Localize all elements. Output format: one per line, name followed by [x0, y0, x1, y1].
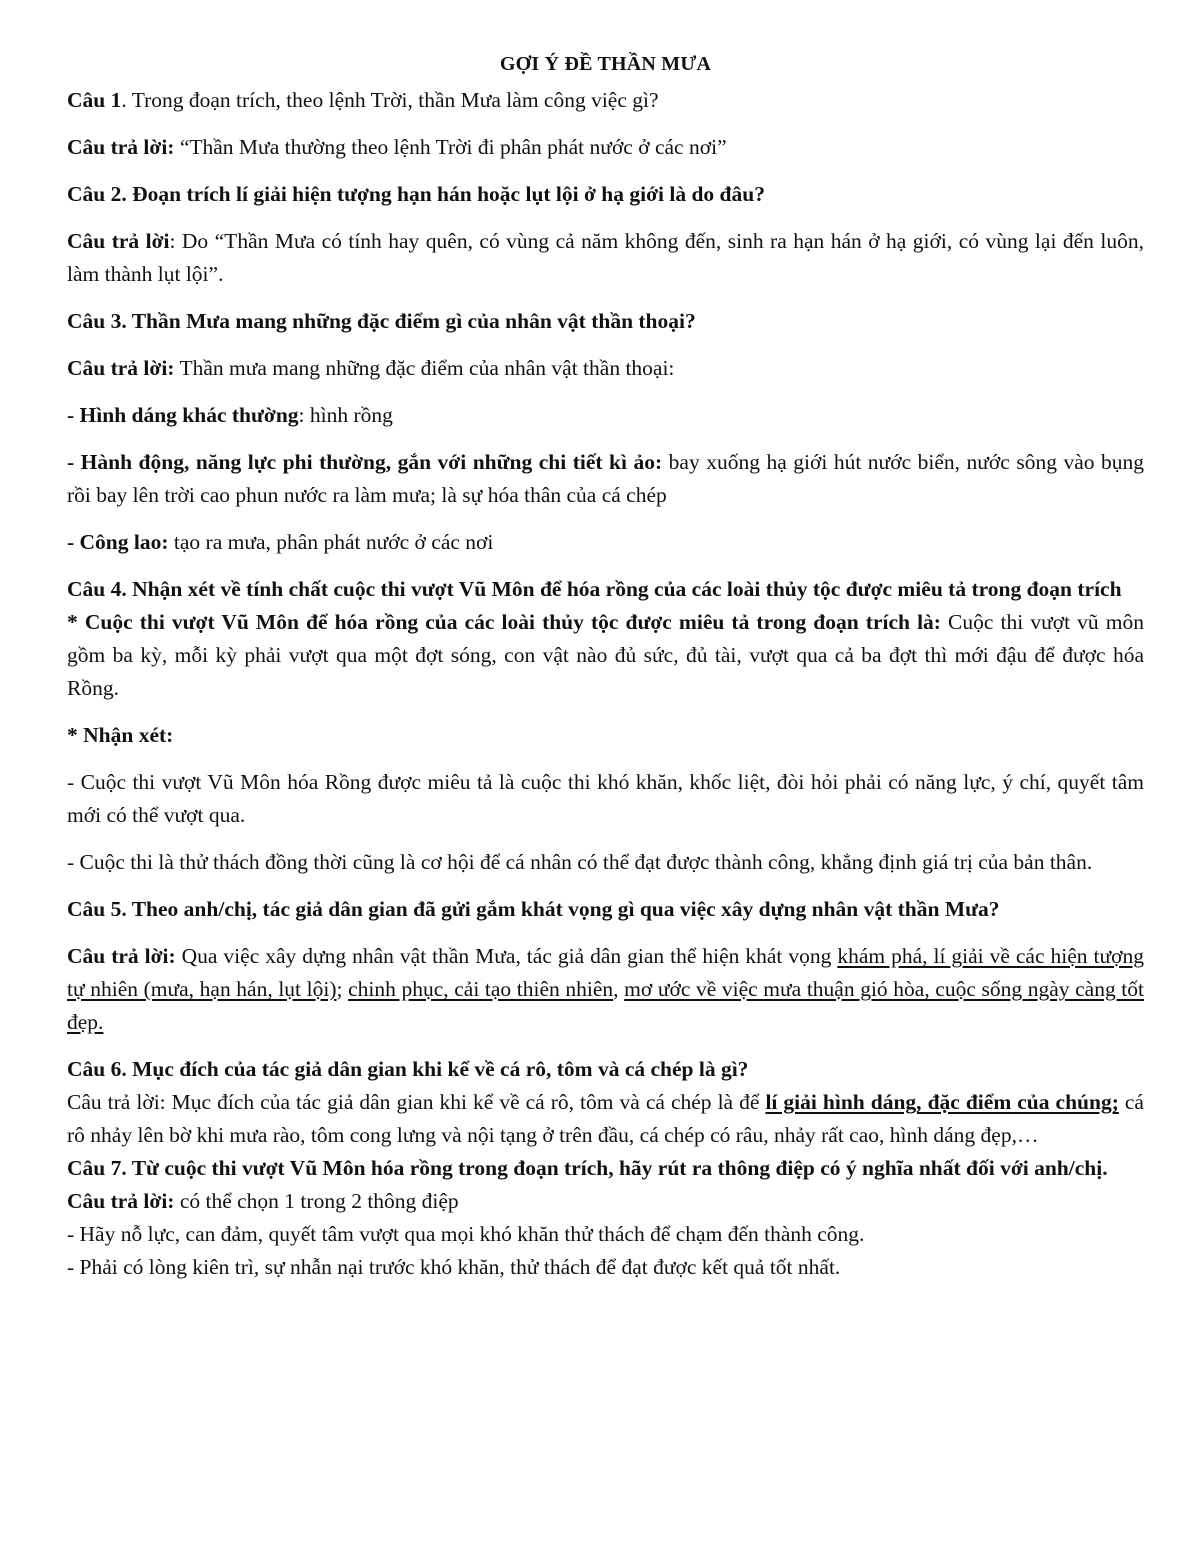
q3-item: - Công lao: tạo ra mưa, phân phát nước ở các nơi [67, 530, 494, 554]
q1-label: Câu 1 [67, 88, 122, 112]
document-title: GỢI Ý ĐỀ THẦN MƯA [499, 53, 712, 75]
q4-remark: - Cuộc thi vượt Vũ Môn hóa Rồng được miêu tả là cuộc thi khó khăn, khốc liệt, đòi hỏi phải có năng lực, ý chí, quyết tâm mới có thể vượt qua. [67, 770, 1144, 827]
q5-underlined-1: khám phá, lí giải về các hiện tượng tự nhiên (mưa, hạn hán, lụt lội) [67, 944, 1144, 1001]
q4-question: Câu 4. Nhận xét về tính chất cuộc thi vượt Vũ Môn để hóa rồng của các loài thủy tộc được miêu tả trong đoạn trích [67, 577, 1122, 601]
q7-item: - Phải có lòng kiên trì, sự nhẫn nại trước khó khăn, thử thách để đạt được kết quả tốt nhất. [67, 1255, 841, 1279]
q5-underlined-3: mơ ước về việc mưa thuận gió hòa, cuộc sống ngày càng tốt đẹp. [67, 977, 1144, 1034]
q5-underlined-2: chinh phục, cải tạo thiên nhiên [348, 977, 614, 1001]
q1-answer: Câu trả lời: “Thần Mưa thường theo lệnh Trời đi phân phát nước ở các nơi” [67, 135, 727, 159]
q5-question: Câu 5. Theo anh/chị, tác giả dân gian đã gửi gắm khát vọng gì qua việc xây dựng nhân vật thần Mưa? [67, 897, 1000, 921]
q3-answer: Câu trả lời: Thần mưa mang những đặc điểm của nhân vật thần thoại: [67, 356, 675, 380]
q4-remark-label: * Nhận xét: [67, 723, 174, 747]
q6-answer: Câu trả lời: Mục đích của tác giả dân gian khi kể về cá rô, tôm và cá chép là để lí giải hình dáng, đặc điểm của chúng; cá rô nhảy lên bờ khi mưa rào, tôm cong lưng và nội tạng ở trên đầu, cá chép có râu, nhảy rất cao, hình dáng đẹp,… [67, 1090, 1144, 1147]
q3-question: Câu 3. Thần Mưa mang những đặc điểm gì của nhân vật thần thoại? [67, 309, 696, 333]
q3-item: - Hình dáng khác thường: hình rồng [67, 403, 393, 427]
q4-remark: - Cuộc thi là thử thách đồng thời cũng là cơ hội để cá nhân có thể đạt được thành công, khẳng định giá trị của bản thân. [67, 850, 1093, 874]
q3-item: - Hành động, năng lực phi thường, gắn với những chi tiết kì ảo: bay xuống hạ giới hút nước biển, nước sông vào bụng rồi bay lên trời cao phun nước ra làm mưa; là sự hóa thân của cá chép [67, 450, 1144, 507]
q7-question: Câu 7. Từ cuộc thi vượt Vũ Môn hóa rồng trong đoạn trích, hãy rút ra thông điệp có ý nghĩa nhất đối với anh/chị. [67, 1156, 1108, 1180]
q1-question: Câu 1. Trong đoạn trích, theo lệnh Trời, thần Mưa làm công việc gì? [67, 88, 659, 112]
q2-question: Câu 2. Đoạn trích lí giải hiện tượng hạn hán hoặc lụt lội ở hạ giới là do đâu? [67, 182, 765, 206]
q6-question: Câu 6. Mục đích của tác giả dân gian khi kể về cá rô, tôm và cá chép là gì? [67, 1057, 749, 1081]
q5-answer: Câu trả lời: Qua việc xây dựng nhân vật thần Mưa, tác giả dân gian thể hiện khát vọng khám phá, lí giải về các hiện tượng tự nhiên (mưa, hạn hán, lụt lội); chinh phục, cải tạo thiên nhiên, mơ ước về việc mưa thuận gió hòa, cuộc sống ngày càng tốt đẹp. [67, 944, 1144, 1034]
q7-answer: Câu trả lời: có thể chọn 1 trong 2 thông điệp [67, 1189, 459, 1213]
q7-item: - Hãy nỗ lực, can đảm, quyết tâm vượt qua mọi khó khăn thử thách để chạm đến thành công. [67, 1222, 865, 1246]
q6-underlined: lí giải hình dáng, đặc điểm của chúng; [765, 1090, 1119, 1114]
q2-answer: Câu trả lời: Do “Thần Mưa có tính hay quên, có vùng cả năm không đến, sinh ra hạn hán ở hạ giới, có vùng lại đến luôn, làm thành lụt lội”. [67, 229, 1144, 286]
q4-point: * Cuộc thi vượt Vũ Môn để hóa rồng của các loài thủy tộc được miêu tả trong đoạn trích là: Cuộc thi vượt vũ môn gồm ba kỳ, mỗi kỳ phải vượt qua một đợt sóng, con vật nào đủ sức, đủ tài, vượt qua cả ba đợt thì mới đậu để được hóa Rồng. [67, 610, 1144, 700]
